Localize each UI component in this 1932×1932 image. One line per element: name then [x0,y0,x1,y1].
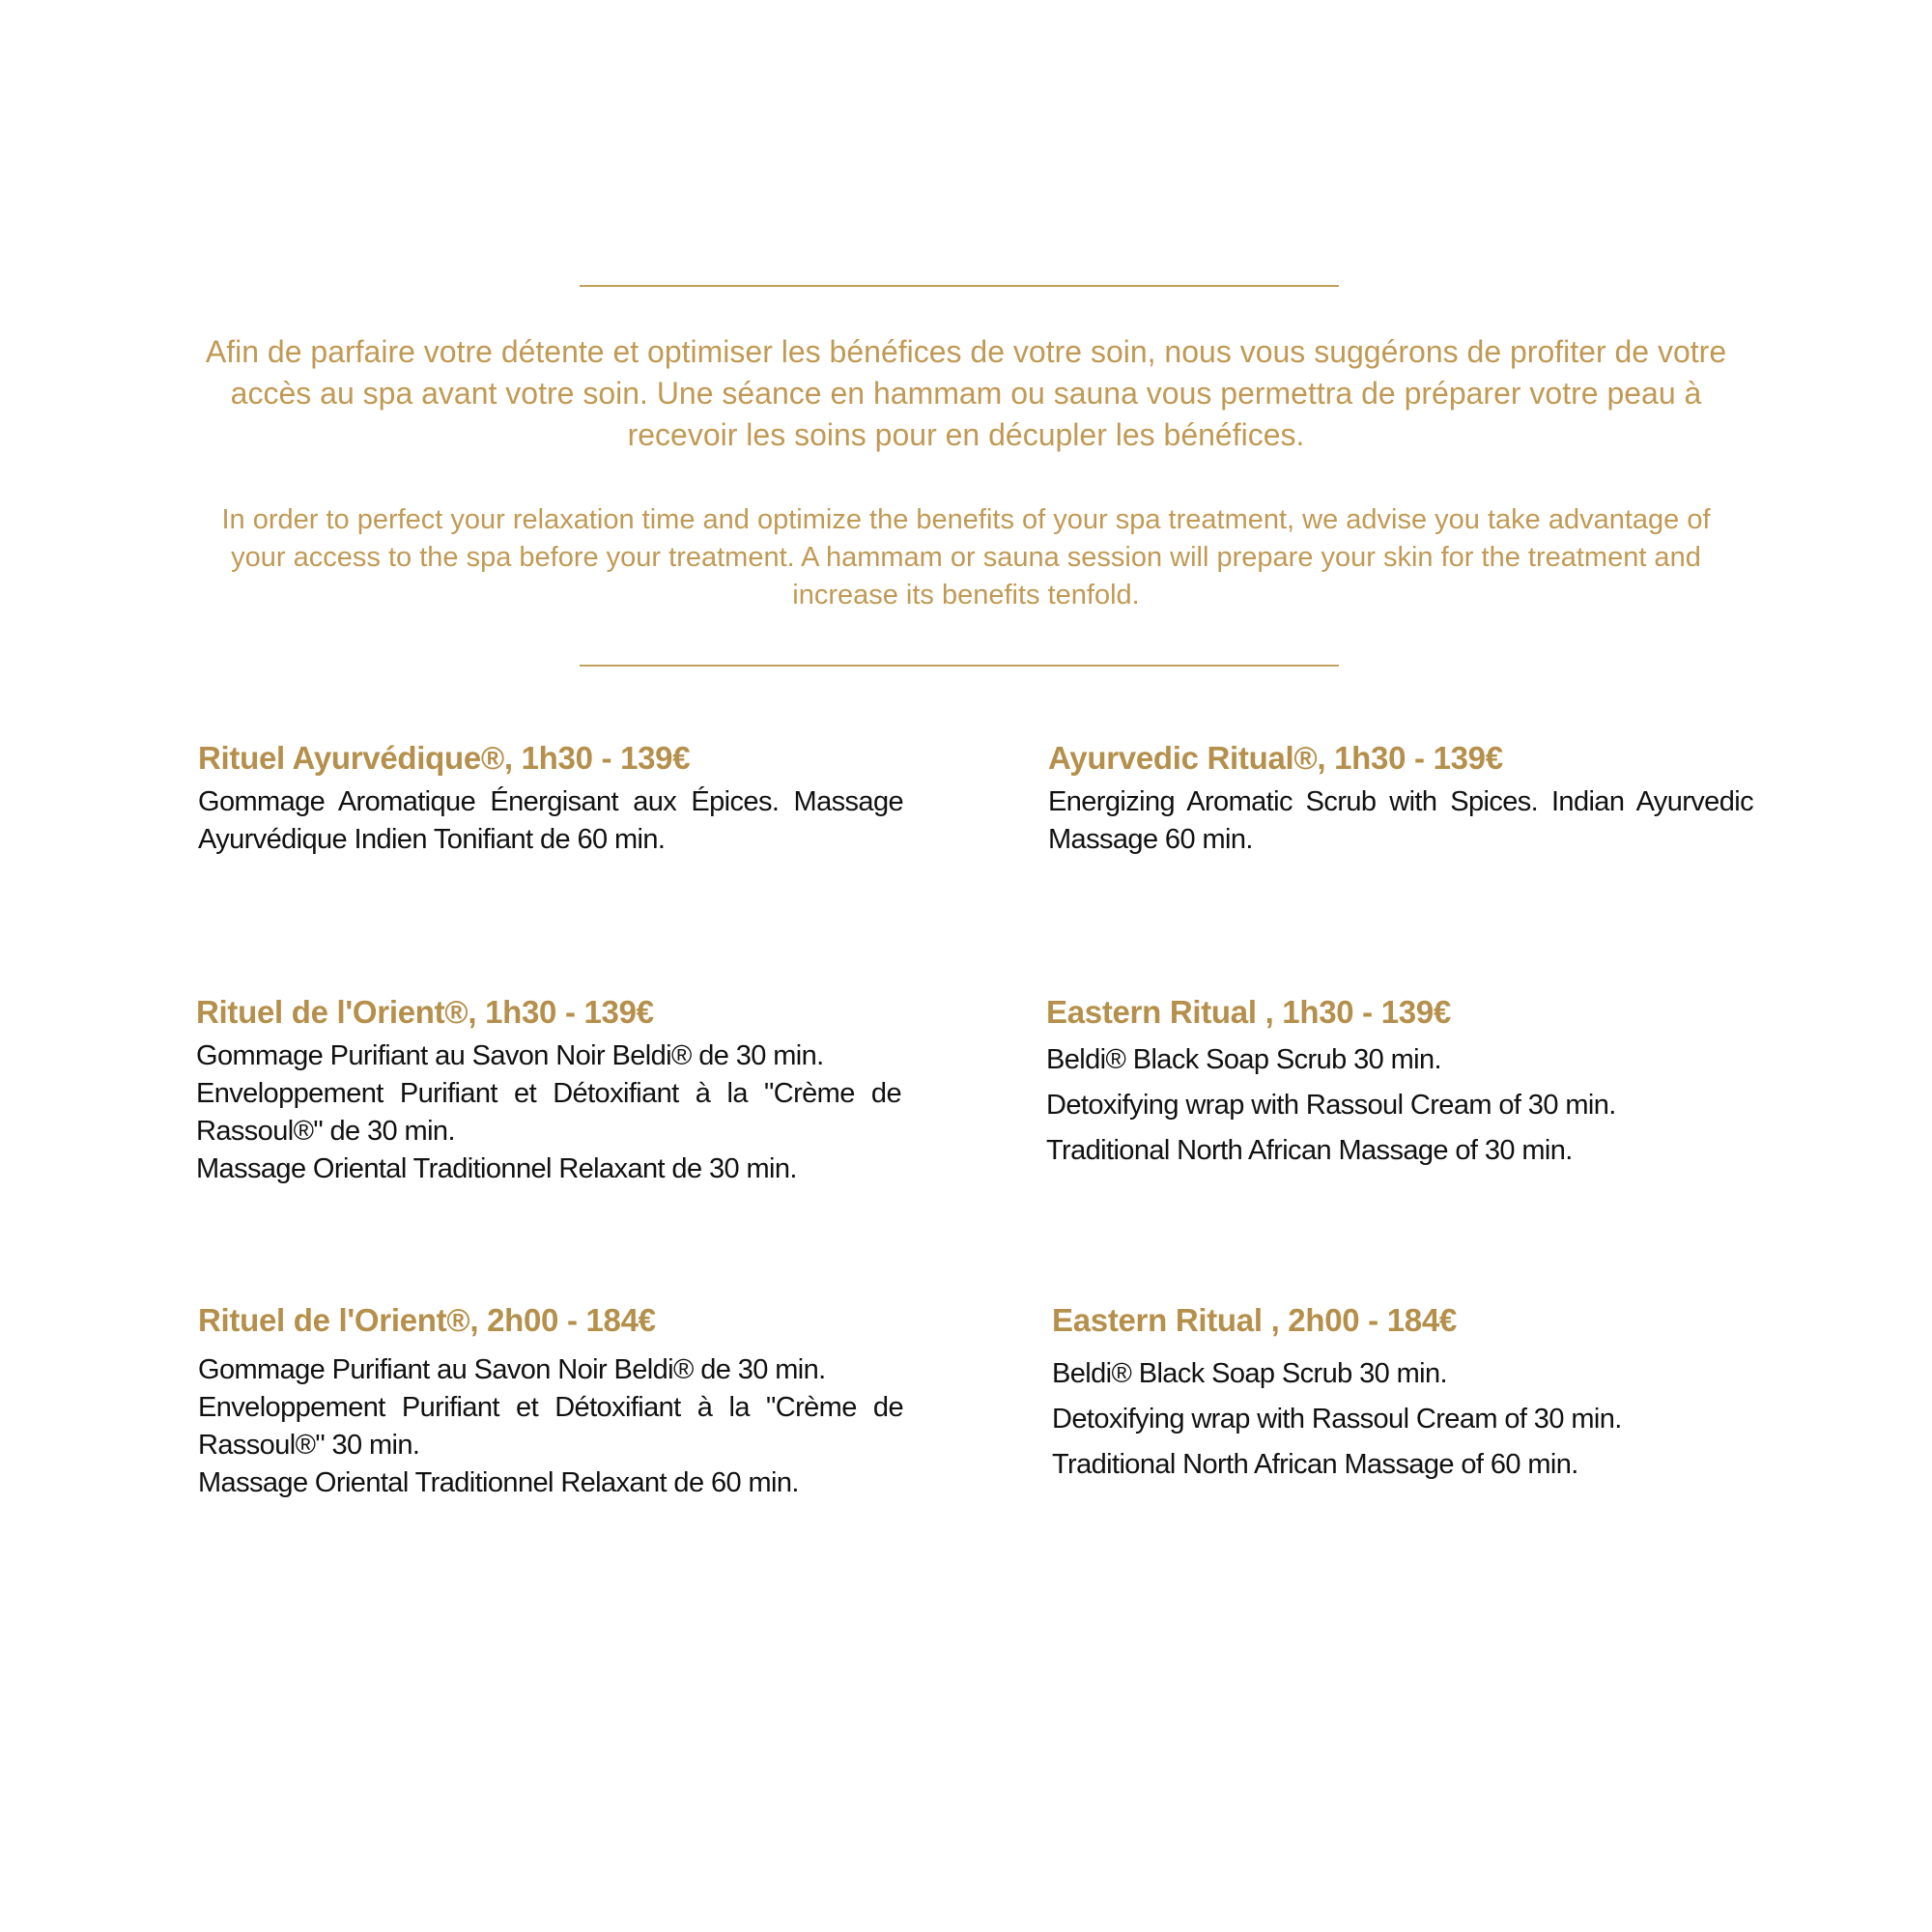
ritual-step: Detoxifying wrap with Rassoul Cream of 30 min. [1046,1090,1616,1121]
ritual-title: Eastern Ritual , 2h00 - 184€ [1052,1302,1457,1338]
ritual-step: Beldi® Black Soap Scrub 30 min. [1046,1044,1441,1075]
ritual-description: Energizing Aromatic Scrub with Spices. Indian Ayurvedic Massage 60 min. [1048,786,1753,855]
top-divider [580,285,1339,287]
bottom-divider [580,665,1339,667]
ritual-eastern-1h30-en [1046,993,1751,1174]
ritual-title: Ayurvedic Ritual®, 1h30 - 139€ [1048,740,1503,776]
ritual-title: Eastern Ritual , 1h30 - 139€ [1046,994,1451,1030]
ritual-step: Massage Oriental Traditionnel Relaxant de 60 min. [198,1467,799,1498]
ritual-ayurvedic-en [1048,739,1753,859]
ritual-orient-1h30-fr [196,993,901,1188]
ritual-eastern-2h00-en [1052,1301,1757,1488]
ritual-orient-2h00-fr [198,1301,903,1502]
ritual-step: Enveloppement Purifiant et Détoxifiant à la "Crème de Rassoul®" 30 min. [198,1392,903,1461]
ritual-title: Rituel Ayurvédique®, 1h30 - 139€ [198,740,691,776]
ritual-step: Traditional North African Massage of 60 min. [1052,1449,1578,1480]
ritual-step: Gommage Purifiant au Savon Noir Beldi® de 30 min. [198,1354,826,1385]
ritual-step: Massage Oriental Traditionnel Relaxant de 30 min. [196,1153,797,1184]
ritual-step: Detoxifying wrap with Rassoul Cream of 30 min. [1052,1404,1622,1435]
ritual-step: Gommage Purifiant au Savon Noir Beldi® de 30 min. [196,1040,824,1071]
ritual-ayurvedique-fr [198,739,903,859]
ritual-step: Traditional North African Massage of 30 min. [1046,1135,1573,1166]
ritual-step: Enveloppement Purifiant et Détoxifiant à la "Crème de Rassoul®" de 30 min. [196,1078,901,1147]
ritual-description: Gommage Aromatique Énergisant aux Épices. Massage Ayurvédique Indien Tonifiant de 60 min. [198,786,903,855]
ritual-step: Beldi® Black Soap Scrub 30 min. [1052,1358,1447,1389]
intro-text-fr: Afin de parfaire votre détente et optimiser les bénéfices de votre soin, nous vous suggérons de profiter de votre accès au spa avant votre soin. Une séance en hammam ou sauna vous permettra de préparer votre peau à recevoir les soins pour en décupler les bénéfices. [205,334,1727,452]
ritual-title: Rituel de l'Orient®, 2h00 - 184€ [198,1302,656,1338]
ritual-title: Rituel de l'Orient®, 1h30 - 139€ [196,994,654,1030]
intro-text-en: In order to perfect your relaxation time and optimize the benefits of your spa treatment, we advise you take advantage of your access to the spa before your treatment. A hammam or sauna session will prepare your skin for the treatment and increase its benefits tenfold. [221,504,1711,611]
